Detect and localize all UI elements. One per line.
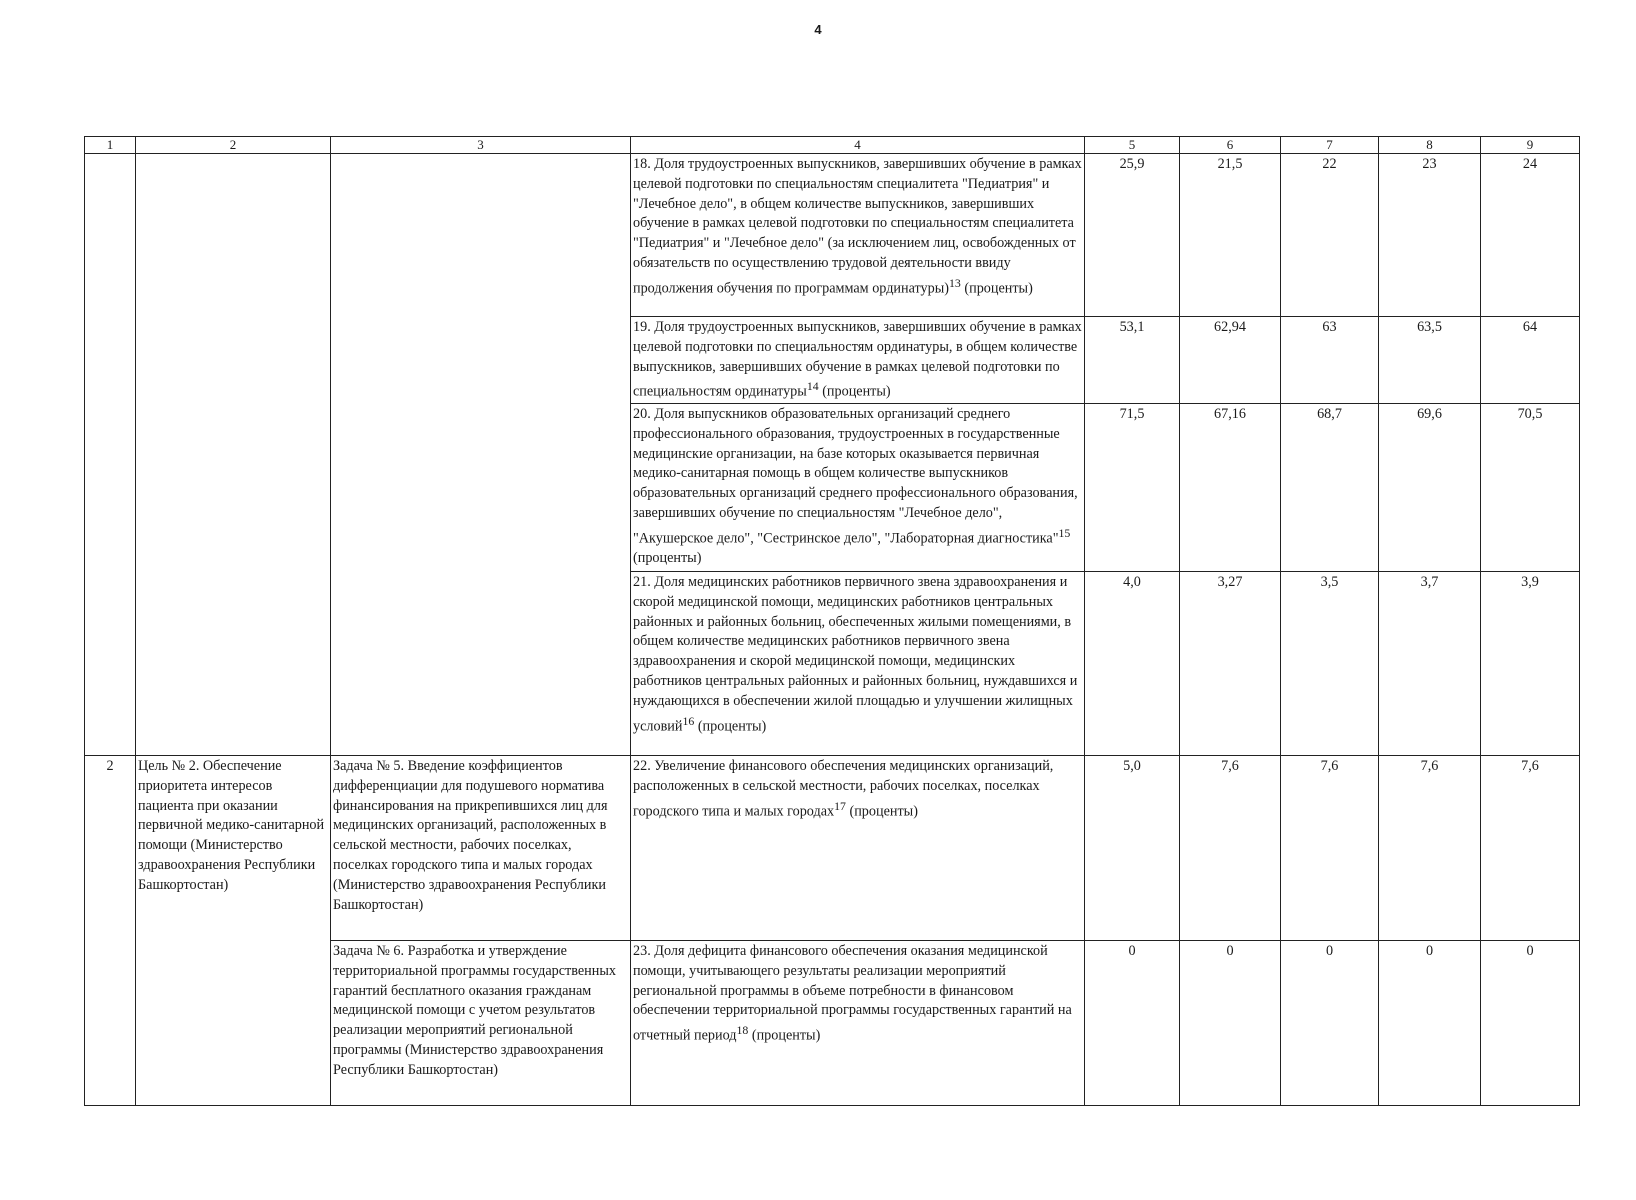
indicator-text: 22. Увеличение финансового обеспечения медицинских организаций, расположенных в сельской местности, рабочих поселках, поселках городского типа и малых городах <box>633 757 1054 820</box>
column-number: 2 <box>136 137 331 154</box>
value-cell: 63 <box>1281 317 1379 404</box>
value-cell: 4,0 <box>1085 571 1180 755</box>
column-number: 9 <box>1481 137 1580 154</box>
value-cell: 3,27 <box>1180 571 1281 755</box>
task-cell: Задача № 5. Введение коэффициентов дифференциации для подушевого норматива финансирования на прикрепившихся лиц для медицинских организаций, расположенных в сельской местности, рабочих поселках, поселках городского типа и малых городах (Министерство здравоохранения Республики Башкортостан) <box>331 755 631 940</box>
column-number: 3 <box>331 137 631 154</box>
value-cell: 69,6 <box>1379 403 1481 571</box>
indicator-text: 21. Доля медицинских работников первичного звена здравоохранения и скорой медицинской помощи, медицинских работников центральных районных и районных больниц, обеспеченных жилыми помещениями, в общем количестве медицинских работников первичного звена здравоохранения и скорой медицинской помощи, медицинских работников центральных районных и районных больниц, нуждавшихся и нуждающихся в обеспечении жилой площадью и улучшении жилищных условий <box>633 573 1078 735</box>
footnote-mark: 14 <box>806 379 819 394</box>
indicator-text: 18. Доля трудоустроенных выпускников, завершивших обучение в рамках целевой подготовки по специальностям специалитета "Педиатрия" и "Лечебное дело", в общем количестве выпускников, завершивших обучение в рамках целевой подготовки по специальностям специалитета "Педиатрия" и "Лечебное дело" (за исключением лиц, освобожденных от обязательств по осуществлению трудовой деятельности ввиду продолжения обучения по программам ординатуры) <box>633 156 1082 297</box>
value-cell: 62,94 <box>1180 317 1281 404</box>
value-cell: 25,9 <box>1085 154 1180 317</box>
value-cell: 63,5 <box>1379 317 1481 404</box>
column-number: 1 <box>85 137 136 154</box>
value-cell: 53,1 <box>1085 317 1180 404</box>
table-row <box>85 755 1580 940</box>
indicator-unit: (проценты) <box>694 718 767 735</box>
indicator-cell <box>631 403 1085 571</box>
indicator-unit: (проценты) <box>845 803 918 820</box>
task-cell: Задача № 6. Разработка и утверждение территориальной программы государственных гарантий бесплатного оказания гражданам медицинской помощи с учетом результатов реализации мероприятий региональной программы (Министерство здравоохранения Республики Башкортостан) <box>331 940 631 1105</box>
value-cell: 24 <box>1481 154 1580 317</box>
value-cell: 64 <box>1481 317 1580 404</box>
footnote-mark: 15 <box>1058 525 1071 540</box>
value-cell: 71,5 <box>1085 403 1180 571</box>
indicator-unit: (проценты) <box>633 550 702 567</box>
column-number: 7 <box>1281 137 1379 154</box>
value-cell: 22 <box>1281 154 1379 317</box>
indicator-unit: (проценты) <box>960 280 1033 297</box>
value-cell: 68,7 <box>1281 403 1379 571</box>
indicator-text: 23. Доля дефицита финансового обеспечения оказания медицинской помощи, учитывающего результаты реализации мероприятий региональной программы в объеме потребности в финансовом обеспечении территориальной программы государственных гарантий на отчетный период <box>633 942 1072 1044</box>
value-cell: 0 <box>1085 940 1180 1105</box>
column-number: 4 <box>631 137 1085 154</box>
column-number-row <box>85 137 1580 154</box>
column-number: 5 <box>1085 137 1180 154</box>
table-row <box>85 154 1580 317</box>
indicator-cell <box>631 317 1085 404</box>
column-number: 8 <box>1379 137 1481 154</box>
value-cell: 0 <box>1379 940 1481 1105</box>
indicator-text: 19. Доля трудоустроенных выпускников, завершивших обучение в рамках целевой подготовки по специальностям ординатуры, в общем количестве выпускников, завершивших обучение в рамках целевой подготовки по специальностям ординатуры <box>633 319 1082 401</box>
footnote-mark: 16 <box>682 713 695 728</box>
value-cell: 3,7 <box>1379 571 1481 755</box>
value-cell: 7,6 <box>1379 755 1481 940</box>
indicator-unit: (проценты) <box>818 384 891 401</box>
value-cell: 7,6 <box>1481 755 1580 940</box>
value-cell: 0 <box>1180 940 1281 1105</box>
indicator-cell <box>631 571 1085 755</box>
indicator-cell <box>631 940 1085 1105</box>
value-cell: 0 <box>1481 940 1580 1105</box>
indicator-cell <box>631 154 1085 317</box>
value-cell: 67,16 <box>1180 403 1281 571</box>
indicator-unit: (проценты) <box>748 1027 821 1044</box>
value-cell: 21,5 <box>1180 154 1281 317</box>
value-cell: 0 <box>1281 940 1379 1105</box>
indicator-text: 20. Доля выпускников образовательных организаций среднего профессионального образования, трудоустроенных в государственные медицинские организации, на базе которых оказывается первичная медико-санитарная помощь в общем количестве выпускников образовательных организаций среднего профессионального образования, завершивших обучение по специальностям "Лечебное дело", "Акушерское дело", "Сестринское дело", "Лабораторная диагностика" <box>633 405 1078 547</box>
value-cell: 23 <box>1379 154 1481 317</box>
goal-cell: Цель № 2. Обеспечение приоритета интересов пациента при оказании первичной медико-санитарной помощи (Министерство здравоохранения Республики Башкортостан) <box>136 755 331 1105</box>
indicators-table <box>84 136 1580 1106</box>
footnote-mark: 18 <box>736 1023 749 1038</box>
value-cell: 5,0 <box>1085 755 1180 940</box>
value-cell: 7,6 <box>1180 755 1281 940</box>
goal-number-cell: 2 <box>85 755 136 1105</box>
value-cell: 3,5 <box>1281 571 1379 755</box>
value-cell: 7,6 <box>1281 755 1379 940</box>
value-cell: 3,9 <box>1481 571 1580 755</box>
column-number: 6 <box>1180 137 1281 154</box>
value-cell: 70,5 <box>1481 403 1580 571</box>
goal-cell-empty <box>136 154 331 756</box>
footnote-mark: 17 <box>834 798 846 813</box>
page-number: 4 <box>814 22 822 37</box>
footnote-mark: 13 <box>949 275 961 290</box>
indicator-cell <box>631 755 1085 940</box>
number-cell-empty <box>85 154 136 756</box>
task-cell-empty <box>331 154 631 756</box>
